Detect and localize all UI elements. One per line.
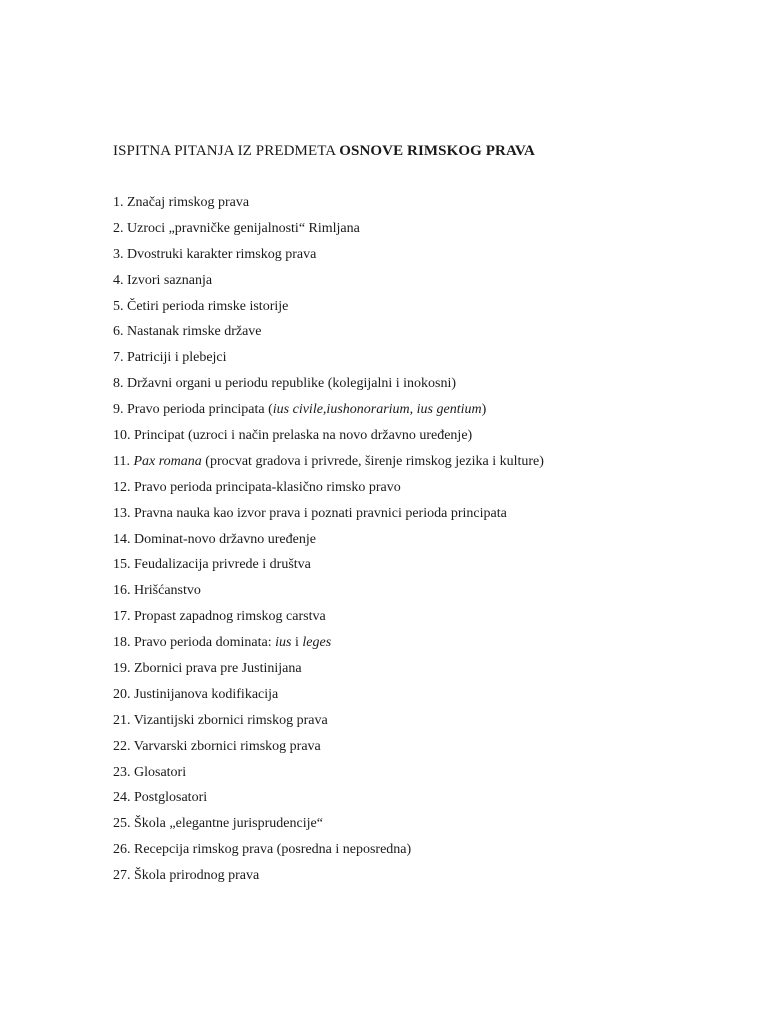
question-text: 22. Varvarski zbornici rimskog prava [113,738,321,754]
question-item [113,348,753,374]
question-text: 12. Pravo perioda principata-klasično rimsko pravo [113,479,401,495]
question-item [113,193,753,219]
question-text: 23. Glosatori [113,764,187,780]
question-text: 9. Pravo perioda principata ( [113,402,273,418]
question-item [113,763,753,789]
question-item [113,814,753,840]
question-item [113,788,753,814]
document-title [113,141,753,161]
question-item [113,504,753,530]
question-text: 18. Pravo perioda dominata: [113,635,276,651]
question-item [113,245,753,271]
question-text-italic: leges [302,635,332,651]
question-text: 17. Propast zapadnog rimskog carstva [113,609,326,625]
question-text-italic: Pax romana [133,453,202,469]
title-subject: OSNOVE RIMSKOG PRAVA [339,143,535,159]
question-text: 24. Postglosatori [113,790,208,806]
question-text: 20. Justinijanova kodifikacija [113,686,279,702]
question-item [113,555,753,581]
question-text: 25. Škola „elegantne jurisprudencije“ [113,816,323,832]
question-item [113,840,753,866]
question-text: ) [481,402,487,418]
question-text: 11. [113,453,134,469]
question-list [113,193,753,892]
question-item [113,452,753,478]
question-text: 1. Značaj rimskog prava [113,195,250,210]
question-item [113,297,753,323]
question-text: 2. Uzroci „pravničke genijalnosti“ Rimljana [113,220,360,236]
question-item [113,711,753,737]
question-item [113,581,753,607]
question-text: 21. Vizantijski zbornici rimskog prava [113,712,328,728]
question-text: 15. Feudalizacija privrede i društva [113,557,311,573]
question-text-italic: ius [275,635,292,651]
question-text: 13. Pravna nauka kao izvor prava i poznati pravnici perioda principata [113,505,507,521]
question-text: 6. Nastanak rimske države [113,324,262,340]
question-item [113,530,753,556]
question-text: 10. Principat (uzroci i način prelaska na novo državno uređenje) [113,428,473,444]
question-item [113,322,753,348]
question-item [113,271,753,297]
question-item [113,426,753,452]
question-text: 26. Recepcija rimskog prava (posredna i neposredna) [113,842,412,858]
question-text: 5. Četiri perioda rimske istorije [113,298,289,314]
question-text: (procvat gradova i privrede, širenje rimskog jezika i kulture) [201,453,544,469]
question-item [113,374,753,400]
title-prefix: ISPITNA PITANJA IZ PREDMETA [113,143,340,159]
question-item [113,400,753,426]
question-item [113,633,753,659]
question-text: i [291,635,303,651]
question-text: 27. Škola prirodnog prava [113,868,260,884]
question-item [113,219,753,245]
question-item [113,685,753,711]
question-text: 3. Dvostruki karakter rimskog prava [113,246,317,262]
question-text: 8. Državni organi u periodu republike (kolegijalni i inokosni) [113,376,457,392]
question-item [113,659,753,685]
document-page [113,141,753,892]
question-text: 7. Patriciji i plebejci [113,350,227,366]
question-item [113,478,753,504]
question-text: 16. Hrišćanstvo [113,583,201,599]
question-item [113,737,753,763]
question-item [113,607,753,633]
question-text: 14. Dominat-novo državno uređenje [113,531,316,547]
question-text: 4. Izvori saznanja [113,272,213,288]
question-text: 19. Zbornici prava pre Justinijana [113,661,302,677]
question-item [113,866,753,892]
question-text-italic: ius civile,iushonorarium, ius gentium [272,402,482,418]
